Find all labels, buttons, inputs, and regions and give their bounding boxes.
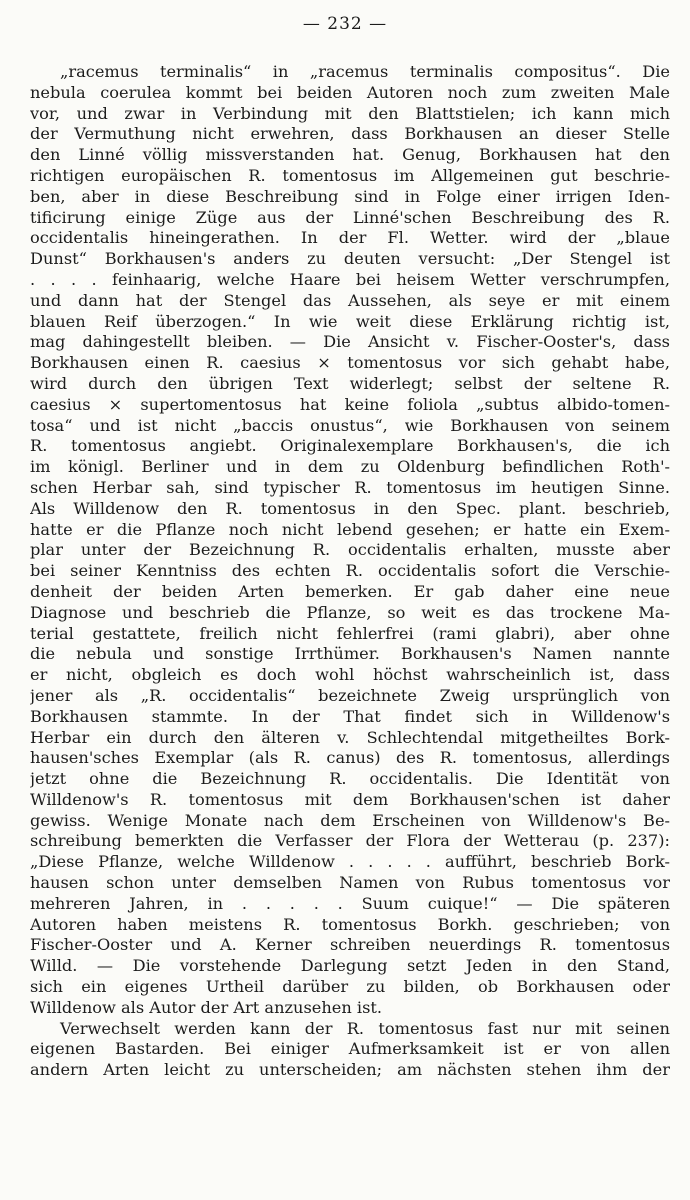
text-line: gewiss. Wenige Monate nach dem Erscheinen von Willdenow's Be- — [30, 810, 670, 830]
text-line: er nicht, obgleich es doch wohl höchst wahrscheinlich ist, dass — [30, 665, 670, 685]
text-line: Verwechselt werden kann der R. tomentosus fast nur mit seinen — [60, 1018, 670, 1038]
text-line: die nebula und sonstige Irrthümer. Borkhausen's Namen nannte — [30, 644, 670, 664]
text-line: tificirung einige Züge aus der Linné'schen Beschreibung des R. — [30, 207, 670, 227]
text-line: hausen'sches Exemplar (als R. canus) des R. tomentosus, allerdings — [30, 748, 670, 768]
text-line: der Vermuthung nicht erwehren, dass Borkhausen an dieser Stelle — [30, 124, 670, 144]
text-line: andern Arten leicht zu unterscheiden; am nächsten stehen ihm der — [30, 1060, 670, 1080]
text-line: jetzt ohne die Bezeichnung R. occidentalis. Die Identität von — [30, 769, 670, 789]
text-line: blauen Reif überzogen.“ In wie weit diese Erklärung richtig ist, — [30, 311, 670, 331]
text-line: mehreren Jahren, in . . . . . Suum cuique!“ — Die späteren — [30, 893, 670, 913]
text-line: schen Herbar sah, sind typischer R. tomentosus im heutigen Sinne. — [30, 477, 670, 497]
text-line: occidentalis hineingerathen. In der Fl. Wetter. wird der „blaue — [30, 228, 670, 248]
text-line: nebula coerulea kommt bei beiden Autoren noch zum zweiten Male — [30, 82, 670, 102]
text-line: wird durch den übrigen Text widerlegt; selbst der seltene R. — [30, 373, 670, 393]
text-line: tosa“ und ist nicht „baccis onustus“, wie Borkhausen von seinem — [30, 415, 670, 435]
text-line: caesius × supertomentosus hat keine foliola „subtus albido-tomen- — [30, 394, 670, 414]
text-line: hausen schon unter demselben Namen von Rubus tomentosus vor — [30, 873, 670, 893]
page-body-text — [30, 62, 670, 1081]
text-line: Willdenow's R. tomentosus mit dem Borkhausen'schen ist daher — [30, 789, 670, 809]
text-line: bei seiner Kenntniss des echten R. occidentalis sofort die Verschie- — [30, 561, 670, 581]
text-line: jener als „R. occidentalis“ bezeichnete Zweig ursprünglich von — [30, 685, 670, 705]
text-line: mag dahingestellt bleiben. — Die Ansicht v. Fischer-Ooster's, dass — [30, 332, 670, 352]
text-line: Herbar ein durch den älteren v. Schlechtendal mitgetheiltes Bork- — [30, 727, 670, 747]
text-line: hatte er die Pflanze noch nicht lebend gesehen; er hatte ein Exem- — [30, 519, 670, 539]
text-line: Willdenow als Autor der Art anzusehen ist. — [30, 997, 383, 1017]
text-line: Borkhausen stammte. In der That findet sich in Willdenow's — [30, 706, 670, 726]
text-line: denheit der beiden Arten bemerken. Er gab daher eine neue — [30, 581, 670, 601]
text-line: ben, aber in diese Beschreibung sind in Folge einer irrigen Iden- — [30, 186, 670, 206]
text-line: Diagnose und beschrieb die Pflanze, so weit es das trockene Ma- — [30, 602, 670, 622]
text-line: Dunst“ Borkhausen's anders zu deuten versucht: „Der Stengel ist — [30, 249, 670, 269]
text-line: schreibung bemerkten die Verfasser der Flora der Wetterau (p. 237): — [30, 831, 670, 851]
text-line: terial gestattete, freilich nicht fehlerfrei (rami glabri), aber ohne — [30, 623, 670, 643]
text-line: im königl. Berliner und in dem zu Oldenburg befindlichen Roth'- — [30, 457, 670, 477]
text-line: „Diese Pflanze, welche Willdenow . . . . . aufführt, beschrieb Bork- — [30, 852, 670, 872]
text-line: eigenen Bastarden. Bei einiger Aufmerksamkeit ist er von allen — [30, 1039, 670, 1059]
text-line: Autoren haben meistens R. tomentosus Borkh. geschrieben; von — [30, 914, 670, 934]
text-line: sich ein eigenes Urtheil darüber zu bilden, ob Borkhausen oder — [30, 977, 670, 997]
text-line: plar unter der Bezeichnung R. occidentalis erhalten, musste aber — [30, 540, 670, 560]
page-number: — 232 — — [302, 14, 388, 34]
text-line: Als Willdenow den R. tomentosus in den Spec. plant. beschrieb, — [30, 498, 670, 518]
text-line: und dann hat der Stengel das Aussehen, als seye er mit einem — [30, 290, 670, 310]
text-line: Fischer-Ooster und A. Kerner schreiben neuerdings R. tomentosus — [30, 935, 670, 955]
text-line: R. tomentosus angiebt. Originalexemplare Borkhausen's, die ich — [30, 436, 670, 456]
text-line: richtigen europäischen R. tomentosus im Allgemeinen gut beschrie- — [30, 165, 670, 185]
text-line: vor, und zwar in Verbindung mit den Blattstielen; ich kann mich — [30, 103, 670, 123]
text-line: . . . . feinhaarig, welche Haare bei heisem Wetter verschrumpfen, — [30, 269, 670, 289]
text-line: Willd. — Die vorstehende Darlegung setzt Jeden in den Stand, — [30, 956, 670, 976]
text-line: Borkhausen einen R. caesius × tomentosus vor sich gehabt habe, — [30, 353, 670, 373]
text-line: den Linné völlig missverstanden hat. Genug, Borkhausen hat den — [30, 145, 670, 165]
text-line: „racemus terminalis“ in „racemus terminalis compositus“. Die — [60, 62, 670, 81]
